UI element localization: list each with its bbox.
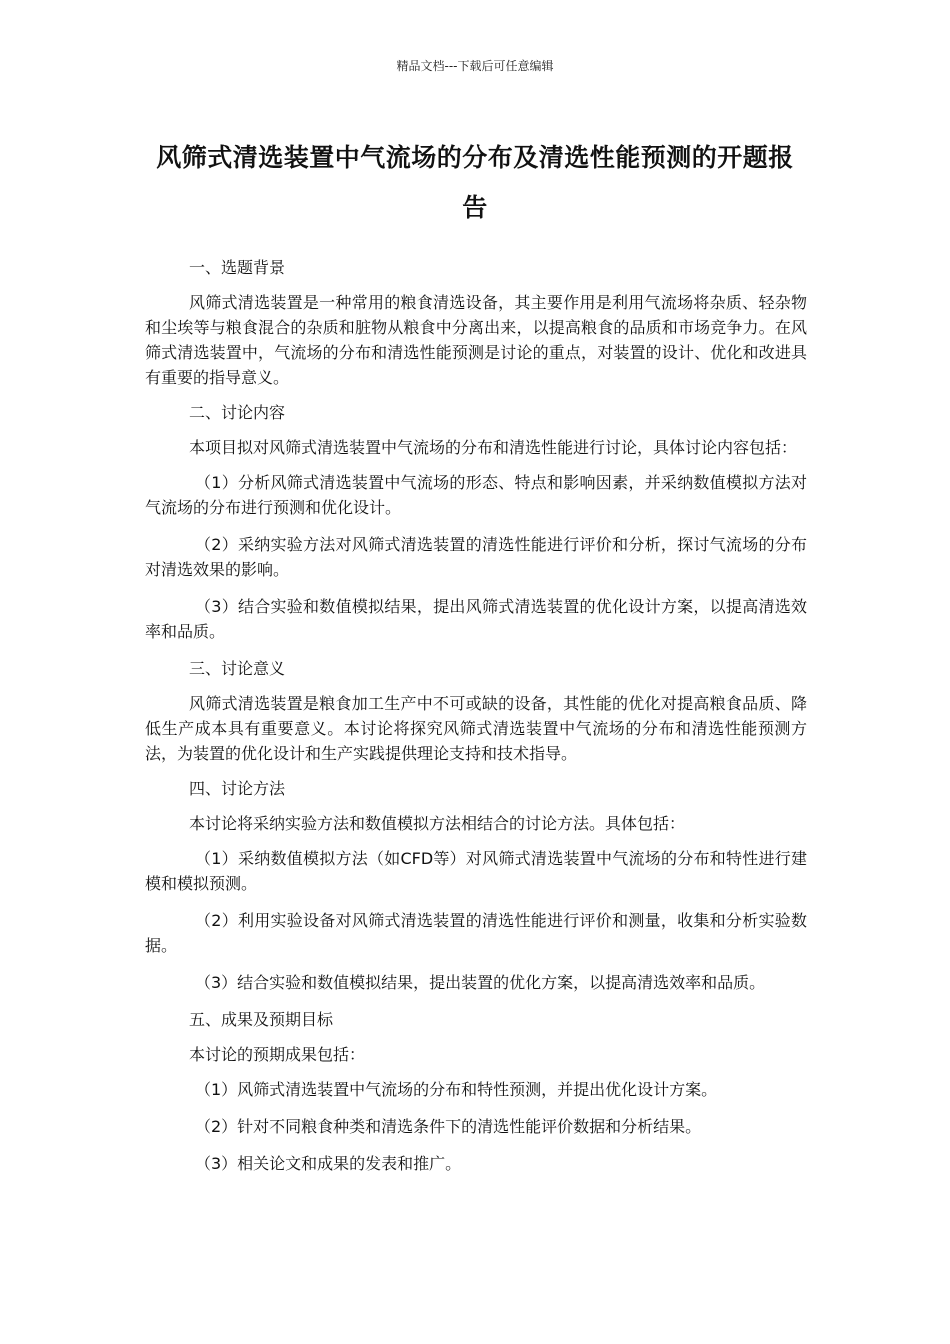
section-paragraph: 风筛式清选装置是一种常用的粮食清选设备，其主要作用是利用气流场将杂质、轻杂物和尘埃等与粮食混合的杂质和脏物从粮食中分离出来，以提高粮食的品质和市场竞争力。在风筛式清选装置中，气流场的分布和清选性能预测是讨论的重点，对装置的设计、优化和改进具有重要的指导意义。 xyxy=(145,293,807,387)
document-body xyxy=(145,255,807,1188)
section-paragraph: 风筛式清选装置是粮食加工生产中不可或缺的设备，其性能的优化对提高粮食品质、降低生产成本具有重要意义。本讨论将探究风筛式清选装置中气流场的分布和清选性能预测方法，为装置的优化设计和生产实践提供理论支持和技术指导。 xyxy=(145,694,807,763)
section-heading: 二、讨论内容 xyxy=(189,403,286,422)
list-item: （3）结合实验和数值模拟结果，提出风筛式清选装置的优化设计方案，以提高清选效率和品质。 xyxy=(145,597,807,641)
list-item: （1）分析风筛式清选装置中气流场的形态、特点和影响因素，并采纳数值模拟方法对气流场的分布进行预测和优化设计。 xyxy=(145,473,807,517)
document-title: 风筛式清选装置中气流场的分布及清选性能预测的开题报告 xyxy=(156,143,794,222)
section-heading: 一、选题背景 xyxy=(189,258,286,277)
list-item: （2）针对不同粮食种类和清选条件下的清选性能评价数据和分析结果。 xyxy=(195,1117,702,1136)
section-heading: 三、讨论意义 xyxy=(189,659,286,678)
list-item: （1）风筛式清选装置中气流场的分布和特性预测，并提出优化设计方案。 xyxy=(195,1080,718,1099)
section-heading: 五、成果及预期目标 xyxy=(189,1010,334,1029)
list-item: （2）利用实验设备对风筛式清选装置的清选性能进行评价和测量，收集和分析实验数据。 xyxy=(145,911,807,955)
list-item: （1）采纳数值模拟方法（如CFD等）对风筛式清选装置中气流场的分布和特性进行建模和模拟预测。 xyxy=(145,849,807,893)
section-paragraph: 本项目拟对风筛式清选装置中气流场的分布和清选性能进行讨论，具体讨论内容包括： xyxy=(189,438,798,457)
section-paragraph: 本讨论将采纳实验方法和数值模拟方法相结合的讨论方法。具体包括： xyxy=(189,814,686,833)
list-item: （3）相关论文和成果的发表和推广。 xyxy=(195,1154,462,1173)
list-item: （2）采纳实验方法对风筛式清选装置的清选性能进行评价和分析，探讨气流场的分布对清选效果的影响。 xyxy=(145,535,807,579)
section-paragraph: 本讨论的预期成果包括： xyxy=(189,1045,366,1064)
section-heading: 四、讨论方法 xyxy=(189,779,286,798)
header-note: 精品文档---下载后可任意编辑 xyxy=(396,59,554,73)
list-item: （3）结合实验和数值模拟结果，提出装置的优化方案，以提高清选效率和品质。 xyxy=(195,973,766,992)
